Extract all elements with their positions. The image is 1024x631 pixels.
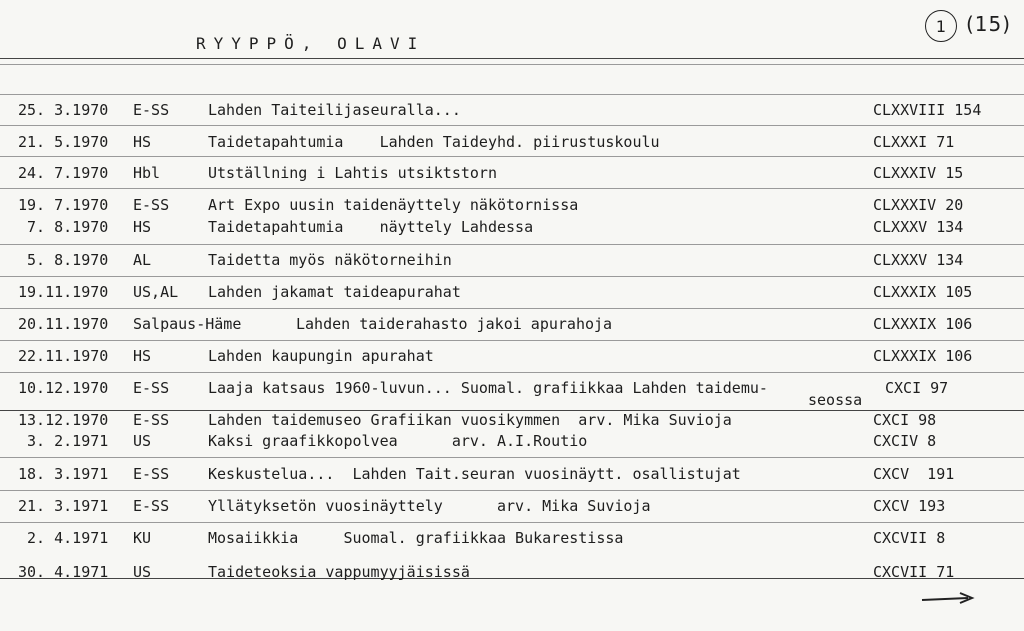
entry-date: 30. 4.1971 xyxy=(18,563,109,581)
entry-title: Mosaiikkia Suomal. grafiikkaa Bukarestissa xyxy=(208,529,624,547)
page-number-text: 1 xyxy=(935,16,947,36)
rule-line xyxy=(0,156,1024,157)
entry-date: 18. 3.1971 xyxy=(18,465,109,483)
entry-title: Art Expo uusin taidenäyttely näkötornissa xyxy=(208,196,579,214)
entry-date: 19.11.1970 xyxy=(18,283,109,301)
entry-reference: CXCV 193 xyxy=(873,497,946,515)
entry-source: E-SS xyxy=(133,497,170,515)
entry-title: Taidetta myös näkötorneihin xyxy=(208,251,452,269)
entry-source: E-SS xyxy=(133,101,170,119)
entry-reference: CLXXXV 134 xyxy=(873,218,964,236)
entry-reference: CLXXXV 134 xyxy=(873,251,964,269)
entry-row xyxy=(0,164,1024,184)
rule-line xyxy=(0,64,1024,65)
continuation-word: seossa xyxy=(808,391,863,409)
entry-date: 5. 8.1970 xyxy=(18,251,109,269)
entry-source: HS xyxy=(133,347,152,365)
entry-date: 25. 3.1970 xyxy=(18,101,109,119)
entry-date: 19. 7.1970 xyxy=(18,196,109,214)
entry-date: 7. 8.1970 xyxy=(18,218,109,236)
entry-date: 24. 7.1970 xyxy=(18,164,109,182)
entry-date: 20.11.1970 xyxy=(18,315,109,333)
entry-source: KU xyxy=(133,529,152,547)
rule-line xyxy=(0,490,1024,491)
rule-line xyxy=(0,276,1024,277)
entry-source: Hbl xyxy=(133,164,161,182)
rule-line xyxy=(0,522,1024,523)
entry-title: Taidetapahtumia näyttely Lahdessa xyxy=(208,218,534,236)
entry-reference: CLXXXIX 106 xyxy=(873,347,973,365)
entry-row xyxy=(0,563,1024,583)
entry-date: 21. 3.1971 xyxy=(18,497,109,515)
entry-source: E-SS xyxy=(133,196,170,214)
page-number-stamp xyxy=(925,10,957,42)
entry-date: 2. 4.1971 xyxy=(18,529,109,547)
entry-title: Lahden jakamat taideapurahat xyxy=(208,283,461,301)
rule-line xyxy=(0,125,1024,126)
arrow-right-icon xyxy=(920,590,976,608)
entry-title: Keskustelua... Lahden Tait.seuran vuosinäytt. osallistujat xyxy=(208,465,741,483)
entry-source: US xyxy=(133,432,152,450)
entry-title: Laaja katsaus 1960-luvun... Suomal. grafiikkaa Lahden taidemu- xyxy=(208,379,768,397)
entry-reference: CLXXXIV 20 xyxy=(873,196,964,214)
entry-title: Yllätyksetön vuosinäyttely arv. Mika Suvioja xyxy=(208,497,651,515)
entry-title: Kaksi graafikkopolvea arv. A.I.Routio xyxy=(208,432,588,450)
entry-row xyxy=(0,315,1024,335)
entry-reference: CLXXVIII 154 xyxy=(873,101,982,119)
entry-reference: CXCI 98 xyxy=(873,411,937,429)
rule-line xyxy=(0,58,1024,59)
entry-row xyxy=(0,196,1024,216)
rule-line xyxy=(0,188,1024,189)
entry-date: 10.12.1970 xyxy=(18,379,109,397)
entry-date: 21. 5.1970 xyxy=(18,133,109,151)
entry-reference: CXCI 97 xyxy=(885,379,949,397)
entry-reference: CXCV 191 xyxy=(873,465,955,483)
entry-source: E-SS xyxy=(133,379,170,397)
entry-row xyxy=(0,251,1024,271)
entry-source: E-SS xyxy=(133,411,170,429)
entry-row xyxy=(0,411,1024,431)
entry-title: Lahden Taiteilijaseuralla... xyxy=(208,101,461,119)
entry-reference: CXCVII 8 xyxy=(873,529,946,547)
entry-row xyxy=(0,218,1024,238)
entry-reference: CXCIV 8 xyxy=(873,432,937,450)
card-title: RYYPPÖ, OLAVI xyxy=(196,34,426,53)
entry-row xyxy=(0,347,1024,367)
entry-title: Taidetapahtumia Lahden Taideyhd. piirustuskoulu xyxy=(208,133,660,151)
entry-source: HS xyxy=(133,133,152,151)
entry-source: US xyxy=(133,563,152,581)
entry-row xyxy=(0,432,1024,452)
entry-reference: CLXXXIV 15 xyxy=(873,164,964,182)
entry-source: HS xyxy=(133,218,152,236)
rule-line xyxy=(0,94,1024,95)
entry-reference: CLXXXIX 106 xyxy=(873,315,973,333)
rule-line xyxy=(0,340,1024,341)
entry-title: Lahden taiderahasto jakoi apurahoja xyxy=(296,315,613,333)
entry-reference: CLXXXIX 105 xyxy=(873,283,973,301)
entry-reference: CXCVII 71 xyxy=(873,563,955,581)
entry-source: E-SS xyxy=(133,465,170,483)
entry-row xyxy=(0,101,1024,121)
entry-row xyxy=(0,379,1024,399)
entry-title: Utställning i Lahtis utsiktstorn xyxy=(208,164,497,182)
entry-title: Taideteoksia vappumyyjäisissä xyxy=(208,563,470,581)
entry-date: 13.12.1970 xyxy=(18,411,109,429)
rule-line xyxy=(0,457,1024,458)
rule-line xyxy=(0,308,1024,309)
entry-row xyxy=(0,465,1024,485)
entry-row xyxy=(0,497,1024,517)
entry-date: 22.11.1970 xyxy=(18,347,109,365)
entry-source: Salpaus-Häme xyxy=(133,315,242,333)
entry-source: US,AL xyxy=(133,283,179,301)
entry-title: Lahden taidemuseo Grafiikan vuosikymmen arv. Mika Suvioja xyxy=(208,411,732,429)
entry-row xyxy=(0,133,1024,153)
entry-source: AL xyxy=(133,251,152,269)
entry-reference: CLXXXI 71 xyxy=(873,133,955,151)
rule-line xyxy=(0,372,1024,373)
entry-row xyxy=(0,283,1024,303)
entry-row xyxy=(0,529,1024,549)
entry-title: Lahden kaupungin apurahat xyxy=(208,347,434,365)
sheet-count-stamp: (15) xyxy=(966,12,1012,36)
entry-date: 3. 2.1971 xyxy=(18,432,109,450)
rule-line xyxy=(0,244,1024,245)
